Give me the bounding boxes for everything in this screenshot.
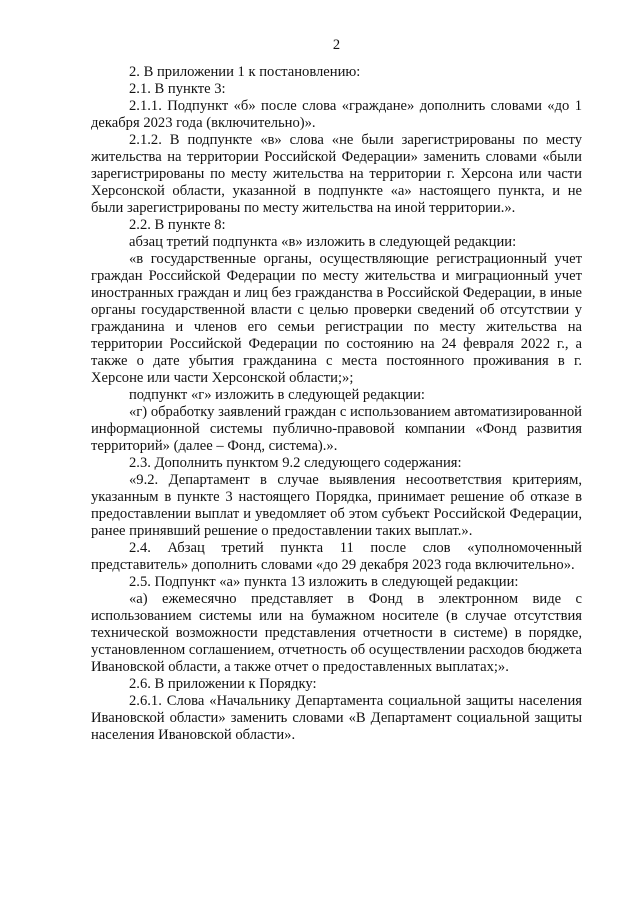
paragraph-2-3: 2.3. Дополнить пунктом 9.2 следующего содержания: — [129, 455, 462, 471]
page-number: 2 — [332, 37, 341, 53]
paragraph-2-2-quote-g: «г) обработку заявлений граждан с использованием автоматизированной информационной системы публично-правовой компании «Фонд развития территорий» (далее – Фонд, система).». — [91, 404, 582, 454]
paragraph-2-2-subpoint-g: подпункт «г» изложить в следующей редакции: — [129, 387, 425, 403]
paragraph-2-1-2: 2.1.2. В подпункте «в» слова «не были зарегистрированы по месту жительства на территории Российской Федерации» заменить словами «были зарегистрированы по месту жительства на территории г. Херсона или части Херсонской области, указанной в подпункте «а» настоящего пункта, и не были зарегистрированы по месту жительства на иной территории.». — [91, 132, 582, 216]
paragraph-2-5: 2.5. Подпункт «а» пункта 13 изложить в следующей редакции: — [129, 574, 519, 590]
paragraph-2-6-1: 2.6.1. Слова «Начальнику Департамента социальной защиты населения Ивановской области» заменить словами «В Департамент социальной защиты населения Ивановской области». — [91, 693, 582, 743]
document-body — [91, 64, 582, 744]
paragraph-2-2: 2.2. В пункте 8: — [129, 217, 226, 233]
paragraph-2-2-intro: абзац третий подпункта «в» изложить в следующей редакции: — [129, 234, 517, 250]
paragraph-2-1-1: 2.1.1. Подпункт «б» после слова «граждане» дополнить словами «до 1 декабря 2023 года (включительно)». — [91, 98, 582, 131]
paragraph-2-2-quote-v: «в государственные органы, осуществляющие регистрационный учет граждан Российской Федерации по месту жительства и миграционный учет иностранных граждан и лиц без гражданства в Российской Федерации, в иные органы государственной власти с целью проверки сведений об отсутствии у гражданина и членов его семьи регистрации по месту жительства на территории Российской Федерации по состоянию на 24 февраля 2022 г., а также о дате убытия гражданина с места постоянного проживания в г. Херсоне или части Херсонской области;»; — [91, 251, 582, 386]
paragraph-2-3-quote: «9.2. Департамент в случае выявления несоответствия критериям, указанным в пункте 3 настоящего Порядка, принимает решение об отказе в предоставлении выплат и уведомляет об этом субъект Российской Федерации, ранее принявший решение о предоставлении таких выплат.». — [91, 472, 582, 539]
paragraph-2-5-quote: «а) ежемесячно представляет в Фонд в электронном виде с использованием системы или на бумажном носителе (в случае отсутствия технической возможности представления отчетности в системе) в порядке, установленном соглашением, отчетность об осуществлении расходов бюджета Ивановской области, а также отчет о предоставленных выплатах;». — [91, 591, 582, 675]
paragraph-2-1: 2.1. В пункте 3: — [129, 81, 226, 97]
paragraph-2-4: 2.4. Абзац третий пункта 11 после слов «уполномоченный представитель» дополнить словами «до 29 декабря 2023 года включительно». — [91, 540, 582, 573]
paragraph-2: 2. В приложении 1 к постановлению: — [129, 64, 361, 80]
paragraph-2-6: 2.6. В приложении к Порядку: — [129, 676, 317, 692]
